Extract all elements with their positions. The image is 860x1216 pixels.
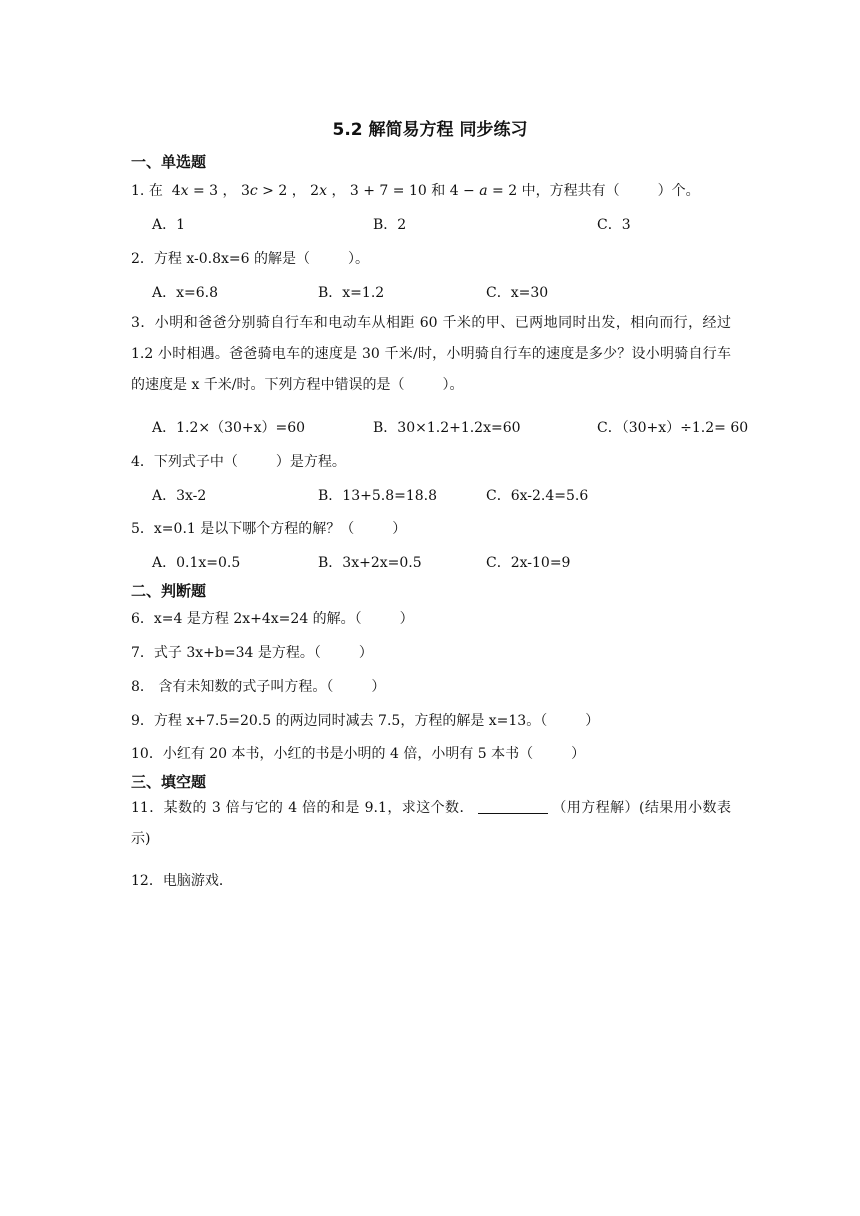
question-4-option-a[interactable]: A．3x-2 [152,488,207,504]
question-1-option-a[interactable]: A．1 [152,217,186,233]
expression-4: 3 + 7 = 10 [349,183,427,199]
question-5: 5．x=0.1 是以下哪个方程的解？（ ） [131,521,407,537]
expression-2: 3𝑐 > 2 [240,183,288,199]
question-9: 9．方程 x+7.5=20.5 的两边同时减去 7.5，方程的解是 x=13。（ ） [131,713,600,729]
section-heading-true-false: 二、判断题 [131,582,207,600]
question-2-option-a[interactable]: A．x=6.8 [152,285,219,301]
question-4: 4．下列式子中（ ）是方程。 [131,454,346,470]
section-heading-single-choice: 一、单选题 [131,153,207,171]
question-1: 1. 在 4𝑥 = 3 ， 3𝑐 > 2 ， 2𝑥 ， 3 + 7 = 10 和 4 − 𝑎 = 2 中，方程共有（ ）个。 [131,183,700,199]
question-4-option-c[interactable]: C．6x-2.4=5.6 [486,488,589,504]
question-6: 6．x=4 是方程 2x+4x=24 的解。（ ） [131,611,414,627]
expression-5: 4 − 𝑎 = 2 [449,183,518,199]
question-2: 2．方程 x-0.8x=6 的解是（ ）。 [131,251,369,267]
expression-1: 4𝑥 = 3 [171,183,219,199]
question-5-option-c[interactable]: C．2x-10=9 [486,555,571,571]
question-8: 8． 含有未知数的式子叫方程。（ ） [131,679,386,695]
question-2-option-c[interactable]: C．x=30 [486,285,549,301]
question-7: 7．式子 3x+b=34 是方程。（ ） [131,645,373,661]
page-title: 5.2 解简易方程 同步练习 [332,120,528,140]
question-3-option-c[interactable]: C．（30+x）÷1.2= 60 [597,420,749,436]
question-10: 10．小红有 20 本书，小红的书是小明的 4 倍，小明有 5 本书（ ） [131,746,586,762]
question-12: 12．电脑游戏． [131,873,233,889]
question-4-option-b[interactable]: B．13+5.8=18.8 [318,488,437,504]
answer-blank[interactable] [478,799,548,814]
question-5-option-a[interactable]: A．0.1x=0.5 [152,555,241,571]
expression-3: 2𝑥 [310,183,327,199]
question-1-option-b[interactable]: B．2 [373,217,407,233]
section-heading-fill-blank: 三、填空题 [131,773,207,791]
question-1-option-c[interactable]: C．3 [597,217,631,233]
question-2-option-b[interactable]: B．x=1.2 [318,285,385,301]
question-3-option-a[interactable]: A．1.2×（30+x）=60 [152,420,306,436]
question-3-option-b[interactable]: B．30×1.2+1.2x=60 [373,420,521,436]
question-11: 11．某数的 3 倍与它的 4 倍的和是 9.1，求这个数． （用方程解）(结果用小数表示) [131,800,731,847]
question-5-option-b[interactable]: B．3x+2x=0.5 [318,555,422,571]
question-3: 3．小明和爸爸分别骑自行车和电动车从相距 60 千米的甲、已两地同时出发，相向而行，经过 1.2 小时相遇。爸爸骑电车的速度是 30 千米/时，小明骑自行车的速度是多少？设小明骑自行车的速度是 x 千米/时。下列方程中错误的是（ ）。 [131,315,731,393]
